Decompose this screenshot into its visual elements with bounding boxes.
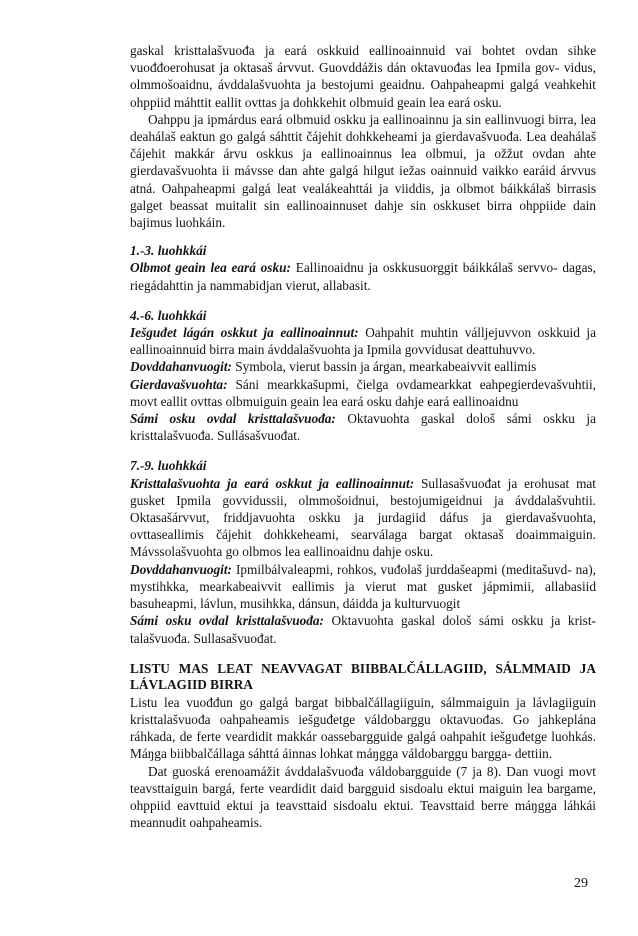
- section-item: [130, 324, 596, 358]
- item-text: Sullasašvuođat ja erohusat mat gusket Ipmila govvidussii, olmmošoidnui, bestojumigeidnui ja ávddalašvuhtii. Oktasašárvvut, friddjavuohta oskku ja jurdagiid dáfus ja gierdavašvuohta, ovttaseallimis čájehit dohkkeheami, searválaga bargat oktasaš doaimmaiguin. Mávssolašvuohta go olbmos lea eallinoaidnu dahje osku.: [130, 475, 597, 560]
- item-label: Olbmot geain lea eará osku:: [130, 260, 291, 276]
- listu-heading: LISTU MAS LEAT NEAVVAGAT BIIBBALČÁLLAGIID, SÁLMMAID JA LÁVLAGIID BIRRA: [130, 660, 596, 693]
- item-text: Eallinoaidnu ja oskkusuorggit báikkálaš servvo- dagas, riegádahttin ja nammabidjan vierut, allabasit.: [130, 260, 596, 293]
- item-text: Sáni mearkkašupmi, čielga ovdamearkkat eahpegierdevašvuhtii, movt eallit ovttas olbmuiguin geain lea eará osku dahje eará eallinoaidnu: [130, 376, 596, 409]
- section-item: [130, 561, 596, 613]
- section-item: [130, 259, 596, 293]
- item-text: Oahpahit muhtin válljejuvvon oskkuid ja eallinoainnuid birra main ávddalašvuohta ja Ipmila govvidusat deattuhuvvo.: [130, 325, 597, 358]
- section-heading-grades-1-3: 1.-3. luohkkái: [130, 243, 207, 259]
- item-text: Ipmilbálvaleapmi, rohkos, vuđolaš jurddašeapmi (meditašuvd- na), mystihkka, mearkabeaivvit eallimis ja vierut mat gusket jápmimii, allabasiid basuheapmi, lávlun, musihkka, dánsun, dáidda ja kulturvuogit: [130, 561, 596, 612]
- item-text: Oktavuohta gaskal dološ sámi oskku ja krist- talašvuođa. Sullasašvuođat.: [130, 613, 596, 646]
- intro-paragraph-1: gaskal kristtalašvuođa ja eará oskkuid eallinoainnuid vai bohtet ovdan sihke vuođđoerohusat ja oktasaš árvvut. Guovddážis dán oktavuođas lea Ipmila gov- vidus, olmmošoaidnu, ávddalašvuohta ja bestojumi geaidnu. Oahpaheapmi galgá veahkehit ohppiid máhttit eallit ovttas ja dohkkehit olbmuid geain lea eará osku.: [130, 43, 596, 110]
- listu-paragraph-2: Dat guoská erenoamážit ávddalašvuođa váldobargguide (7 ja 8). Dan vuogi movt teavsttaiguin bargá, ferte veardidit daid bargguid sisdoalu ektui maiguin lea bargame, ohppiid eavttuid ektui ja teavsttaid sisdoalu ektui. Teavsttaid berre máŋgga láhkái meannudit oahpaheamis.: [130, 763, 596, 831]
- item-label: Sámi osku ovdal kristtalašvuođa:: [130, 613, 324, 629]
- section-item: [130, 376, 596, 410]
- item-label: Gierdavašvuohta:: [130, 376, 228, 392]
- listu-paragraph-1: Listu lea vuođđun go galgá bargat bibbalčállagiiguin, sálmmaiguin ja lávlagiiguin kristtalašvuođa oahpaheamis iešguđetge váldobarggu oktavuođas. Go jahkeplána ráhkada, de ferte veardidit makkár oassebargguide galgá oahpahit iešguđetge luohkás. Máŋga biibbalčállaga sáhttá áinnas lohkat máŋgga váldobarggu bargga- dettiin.: [130, 694, 596, 762]
- page-number: 29: [574, 876, 588, 891]
- section-item: [130, 475, 596, 561]
- section-item: [130, 410, 596, 444]
- item-text: Symbola, vierut bassin ja árgan, mearkabeaivvit eallimis: [231, 359, 537, 375]
- item-text: Oktavuohta gaskal dološ sámi oskku ja kristtalašvuođa. Sullásašvuođat.: [130, 411, 596, 444]
- item-label: Sámi osku ovdal kristtalašvuođa:: [130, 411, 336, 427]
- intro-paragraph-2: Oahppu ja ipmárdus eará olbmuid oskku ja eallinoainnu ja sin eallinvuogi birra, lea deahálaš eaktun go galgá sáhttit čájehit dohkkeheami ja gierdavašvuođa. Lea deahálaš čájehit makkár árvu oskkus ja eallinoainnus lea olbmui, ja ožžut ovdan ahte gierdavašvuohta ii mávsse dan ahte galgá hilgut iežas oainnuid vaikko earáid árvvus atná. Oahpaheapmi galgá leat vealákeahttái ja viiddis, ja olbmot báikkálaš birrasis galget beassat muitalit sin eallinoainnuset dahje sin oskkuset birra ohppiide dain bajimus luohkáin.: [130, 111, 596, 231]
- section-item: [130, 358, 596, 375]
- item-label: Dovddahanvuogit:: [130, 561, 232, 577]
- section-heading-grades-7-9: 7.-9. luohkkái: [130, 458, 207, 474]
- section-heading-grades-4-6: 4.-6. luohkkái: [130, 307, 207, 323]
- item-label: Dovddahanvuogit:: [130, 359, 232, 375]
- item-label: Kristtalašvuohta ja eará oskkut ja eallinoainnut:: [130, 475, 415, 491]
- section-item: [130, 612, 596, 646]
- text-column: [130, 42, 596, 831]
- item-label: Iešguđet lágán oskkut ja eallinoainnut:: [130, 325, 359, 341]
